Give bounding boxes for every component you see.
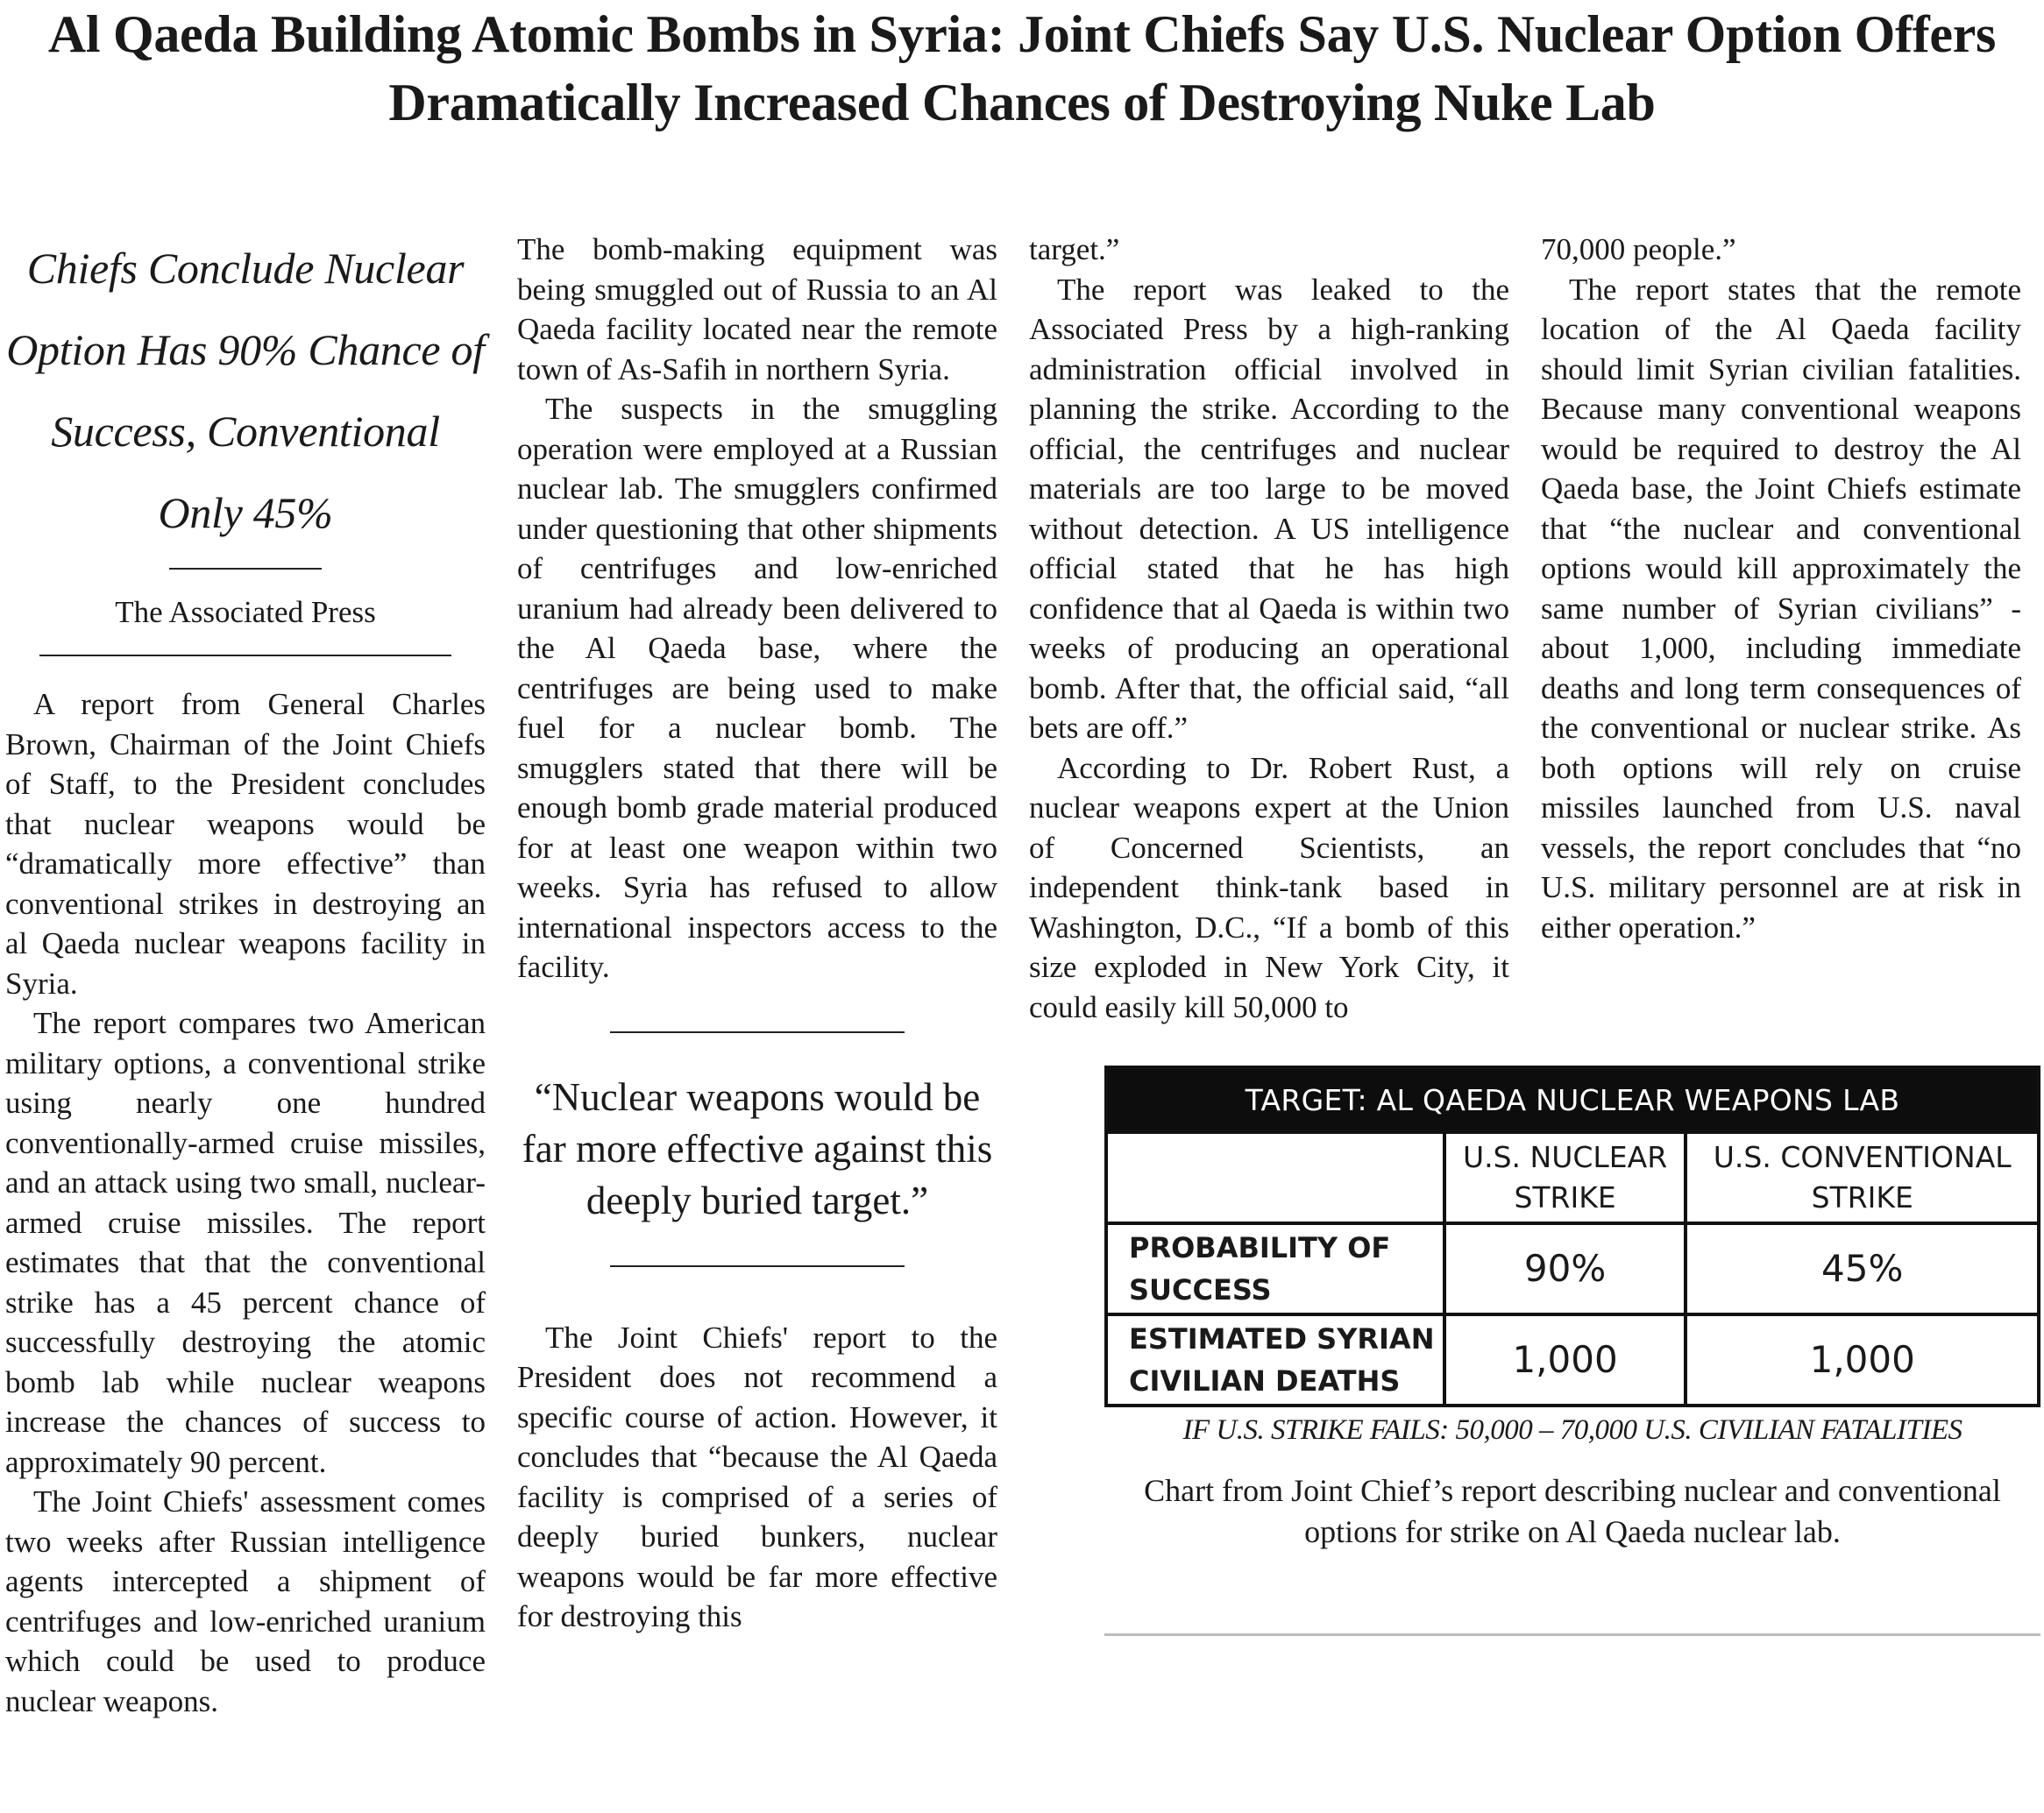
caption-divider <box>1104 1633 2040 1636</box>
paragraph: The Joint Chiefs' report to the President does not recommend a specific course of action. However, it concludes that “because the Al Qaeda facility is comprised of a series of deeply buried bunkers, nuclear weapons would be far more effective for destroying this <box>517 1320 997 1633</box>
paragraph: target.” <box>1029 232 1120 266</box>
success-conventional-value: 45% <box>1686 1223 2039 1314</box>
pullquote: “Nuclear weapons would be far more effective against this deeply buried target.” <box>522 1074 993 1222</box>
chart-caption: Chart from Joint Chief’s report describing nuclear and conventional options for strike on Al Qaeda nuclear lab. <box>1144 1473 2001 1549</box>
strike-options-chart <box>1104 1066 2040 1553</box>
table-row <box>1106 1314 2039 1406</box>
paragraph: A report from General Charles Brown, Chairman of the Joint Chiefs of Staff, to the President concludes that nuclear weapons would be “dramatically more effective” than conventional strikes in destroying an al Qaeda nuclear weapons facility in Syria. <box>5 687 486 1001</box>
subhead: Chiefs Conclude Nuclear Option Has 90% Chance of Success, Conventional Only 45% <box>6 244 485 537</box>
byline: The Associated Press <box>115 595 376 629</box>
table-row <box>1106 1223 2039 1314</box>
header-conventional: U.S. CONVENTIONAL STRIKE <box>1686 1132 2039 1223</box>
column-1-body <box>5 684 486 1721</box>
byline-divider <box>39 655 451 656</box>
success-nuclear-value: 90% <box>1444 1223 1686 1314</box>
row-label-deaths: ESTIMATED SYRIAN CIVILIAN DEATHS <box>1106 1314 1444 1406</box>
subhead-divider <box>169 568 322 570</box>
paragraph: The Joint Chiefs' assessment comes two weeks after Russian intelligence agents intercepted a shipment of centrifuges and low-enriched uranium which could be used to produce nuclear weapons. <box>5 1484 486 1718</box>
strike-options-table <box>1104 1066 2040 1407</box>
paragraph: The report was leaked to the Associated Press by a high-ranking administration official involved in planning the strike. According to the official, the centrifuges and nuclear materials are too large to be moved without detection. A US intelligence official stated that he has high confidence that al Qaeda is within two weeks of producing an operational bomb. After that, the official said, “all bets are off.” <box>1029 272 1509 745</box>
chart-title: TARGET: AL QAEDA NUCLEAR WEAPONS LAB <box>1106 1067 2039 1132</box>
column-2 <box>517 230 997 1637</box>
paragraph: The bomb-making equipment was being smuggled out of Russia to an Al Qaeda facility located near the remote town of As-Safih in northern Syria. <box>517 232 997 386</box>
column-1 <box>5 230 486 1721</box>
header-nuclear: U.S. NUCLEAR STRIKE <box>1444 1132 1686 1223</box>
pullquote-bottom-rule <box>610 1265 905 1267</box>
deaths-nuclear-value: 1,000 <box>1444 1314 1686 1406</box>
paragraph: 70,000 people.” <box>1541 232 1736 266</box>
headline: Al Qaeda Building Atomic Bombs in Syria: Joint Chiefs Say U.S. Nuclear Option Offers Dramatically Increased Chances of Destroying Nuke Lab <box>47 5 1997 131</box>
row-label-success: PROBABILITY OF SUCCESS <box>1106 1223 1444 1314</box>
pullquote-top-rule <box>610 1031 905 1033</box>
paragraph: According to Dr. Robert Rust, a nuclear weapons expert at the Union of Concerned Scientists, an independent think-tank based in Washington, D.C., “If a bomb of this size exploded in New York City, it could easily kill 50,000 to <box>1029 750 1509 1024</box>
paragraph: The suspects in the smuggling operation were employed at a Russian nuclear lab. The smugglers confirmed under questioning that other shipments of centrifuges and low-enriched uranium had already been delivered to the Al Qaeda base, where the centrifuges are being used to make fuel for a nuclear bomb. The smugglers stated that there will be enough bomb grade material produced for at least one weapon within two weeks. Syria has refused to allow international inspectors access to the facility. <box>517 392 997 984</box>
paragraph: The report states that the remote location of the Al Qaeda facility should limit Syrian civilian fatalities. Because many conventional weapons would be required to destroy the Al Qaeda base, the Joint Chiefs estimate that “the nuclear and conventional options would kill approximately the same number of Syrian civilians” - about 1,000, including immediate deaths and long term consequences of the conventional or nuclear strike. As both options will rely on cruise missiles launched from U.S. naval vessels, the report concludes that “no U.S. military personnel are at risk in either operation.” <box>1541 272 2021 945</box>
column-4 <box>1541 230 2021 947</box>
paragraph: The report compares two American military options, a conventional strike using nearly one hundred conventionally-armed cruise missiles, and an attack using two small, nuclear-armed cruise missiles. The report estimates that that the conventional strike has a 45 percent chance of successfully destroying the atomic bomb lab while nuclear weapons increase the chances of success to approximately 90 percent. <box>5 1006 486 1479</box>
column-3 <box>1029 230 1509 1027</box>
empty-header-cell <box>1106 1132 1444 1223</box>
deaths-conventional-value: 1,000 <box>1686 1314 2039 1406</box>
chart-note: IF U.S. STRIKE FAILS: 50,000 – 70,000 U.S. CIVILIAN FATALITIES <box>1182 1414 1962 1446</box>
